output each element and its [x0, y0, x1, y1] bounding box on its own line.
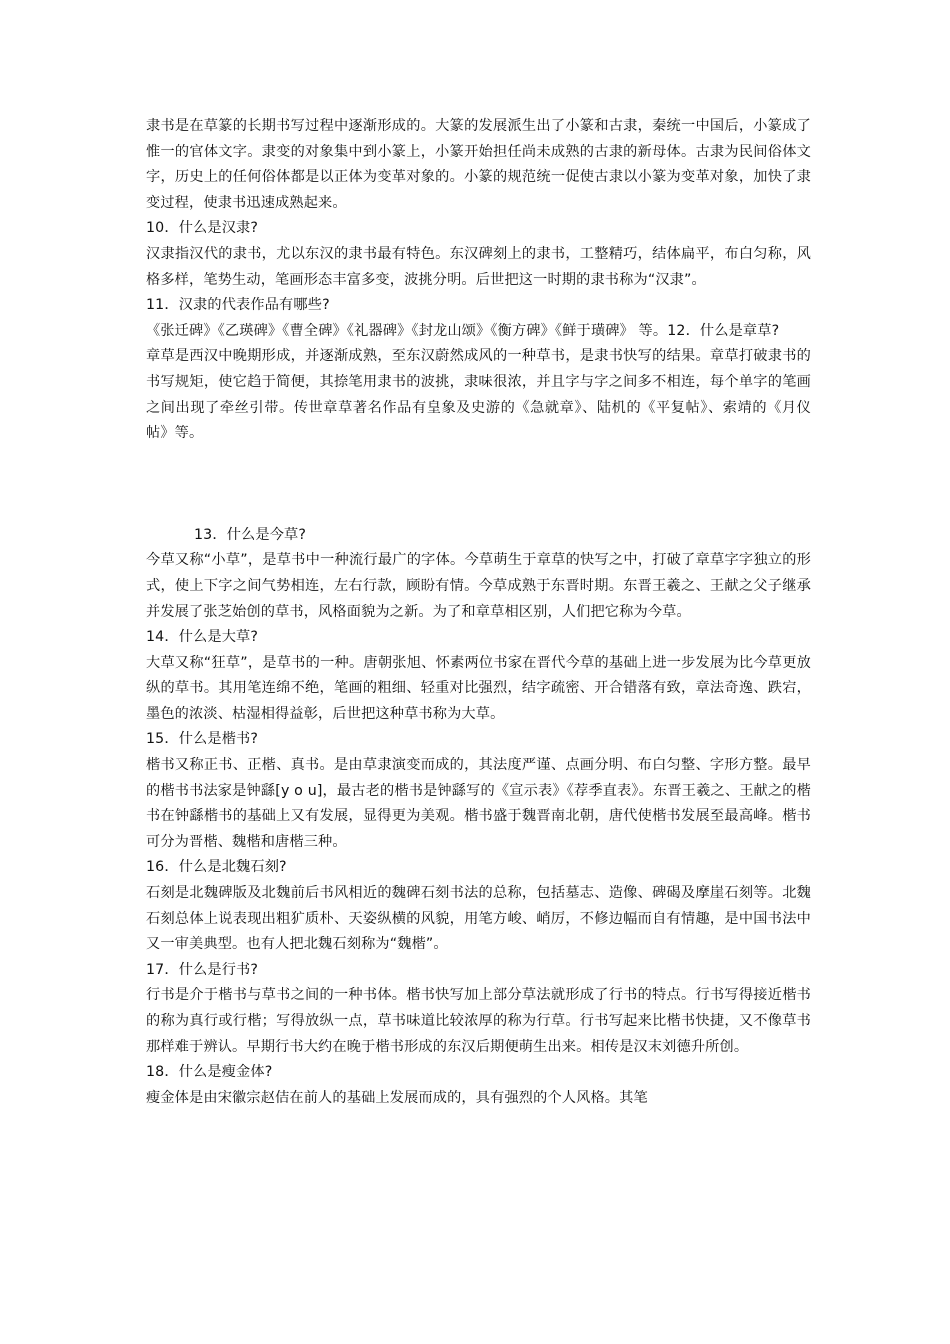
- heading-q17: 17．什么是行书?: [146, 961, 259, 978]
- paragraph-lishu-origin: 隶书是在草篆的长期书写过程中逐渐形成的。大篆的发展派生出了小篆和古隶，秦统一中国后，小篆成了惟一的官体文字。隶变的对象集中到小篆上，小篆开始担任尚未成熟的古隶的新母体。古隶为民间俗体文字，历史上的任何俗体都是以正体为变革对象的。小篆的规范统一促使古隶以小篆为变革对象，加快了隶变过程，使隶书迅速成熟起来。: [146, 118, 811, 211]
- document-body: [146, 114, 811, 1111]
- paragraph-dacao: 大草又称“狂草”，是草书的一种。唐朝张旭、怀素两位书家在晋代今草的基础上进一步发展为比今草更放纵的草书。其用笔连绵不绝，笔画的粗细、轻重对比强烈，结字疏密、开合错落有致，章法奇逸、跌宕，墨色的浓淡、枯湿相得益彰，后世把这种草书称为大草。: [146, 654, 811, 722]
- paragraph-zhangcao: 章草是西汉中晚期形成，并逐渐成熟，至东汉蔚然成风的一种草书，是隶书快写的结果。章草打破隶书的书写规矩，使它趋于简便，其捺笔用隶书的波挑，隶味很浓，并且字与字之间多不相连，每个单字的笔画之间出现了牵丝引带。传世章草著名作品有皇象及史游的《急就章》、陆机的《平复帖》、索靖的《月仪帖》等。: [146, 348, 811, 442]
- heading-q16: 16．什么是北魏石刻?: [146, 859, 287, 876]
- heading-q18: 18．什么是瘦金体?: [146, 1064, 273, 1081]
- paragraph-shoujin: 瘦金体是由宋徽宗赵佶在前人的基础上发展而成的，具有强烈的个人风格。其笔: [146, 1089, 648, 1106]
- paragraph-hanli-works: 《张迁碑》《乙瑛碑》《曹全碑》《礼器碑》《封龙山颂》《衡方碑》《鲜于璜碑》 等。12．什么是章草?: [146, 322, 780, 339]
- heading-q13: 13．什么是今草?: [194, 526, 307, 543]
- paragraph-beiwei: 石刻是北魏碑版及北魏前后书风相近的魏碑石刻书法的总称，包括墓志、造像、碑碣及摩崖石刻等。北魏石刻总体上说表现出粗犷质朴、天姿纵横的风貌，用笔方峻、峭厉，不修边幅而自有情趣，是中国书法中又一审美典型。也有人把北魏石刻称为“魏楷”。: [146, 885, 811, 953]
- heading-q11: 11．汉隶的代表作品有哪些?: [146, 297, 330, 314]
- heading-q15: 15．什么是楷书?: [146, 731, 259, 748]
- paragraph-hanli: 汉隶指汉代的隶书，尤以东汉的隶书最有特色。东汉碑刻上的隶书，工整精巧，结体扁平，布白匀称，风格多样，笔势生动，笔画形态丰富多变，波挑分明。后世把这一时期的隶书称为“汉隶”。: [146, 245, 811, 288]
- paragraph-kaishu: 楷书又称正书、正楷、真书。是由草隶演变而成的，其法度严谨、点画分明、布白匀整、字形方整。最早的楷书书法家是钟繇[y o u]，最古老的楷书是钟繇写的《宣示表》《荐季直表》。东晋王羲之、王献之的楷书在钟繇楷书的基础上又有发展，显得更为美观。楷书盛于魏晋南北朝，唐代使楷书发展至最高峰。楷书可分为晋楷、魏楷和唐楷三种。: [146, 757, 811, 850]
- heading-q10: 10．什么是汉隶?: [146, 220, 259, 237]
- blank-gap: [146, 447, 811, 523]
- heading-q14: 14．什么是大草?: [146, 629, 259, 646]
- paragraph-xingshu: 行书是介于楷书与草书之间的一种书体。楷书快写加上部分草法就形成了行书的特点。行书写得接近楷书的称为真行或行楷；写得放纵一点，草书味道比较浓厚的称为行草。行书写起来比楷书快捷，又不像草书那样难于辨认。早期行书大约在晚于楷书形成的东汉后期便萌生出来。相传是汉末刘德升所创。: [146, 987, 811, 1055]
- paragraph-jincao: 今草又称“小草”，是草书中一种流行最广的字体。今草萌生于章草的快写之中，打破了章草字字独立的形式，使上下字之间气势相连，左右行款，顾盼有情。今草成熟于东晋时期。东晋王羲之、王献之父子继承并发展了张芝始创的草书，风格面貌为之新。为了和章草相区别，人们把它称为今草。: [146, 552, 811, 620]
